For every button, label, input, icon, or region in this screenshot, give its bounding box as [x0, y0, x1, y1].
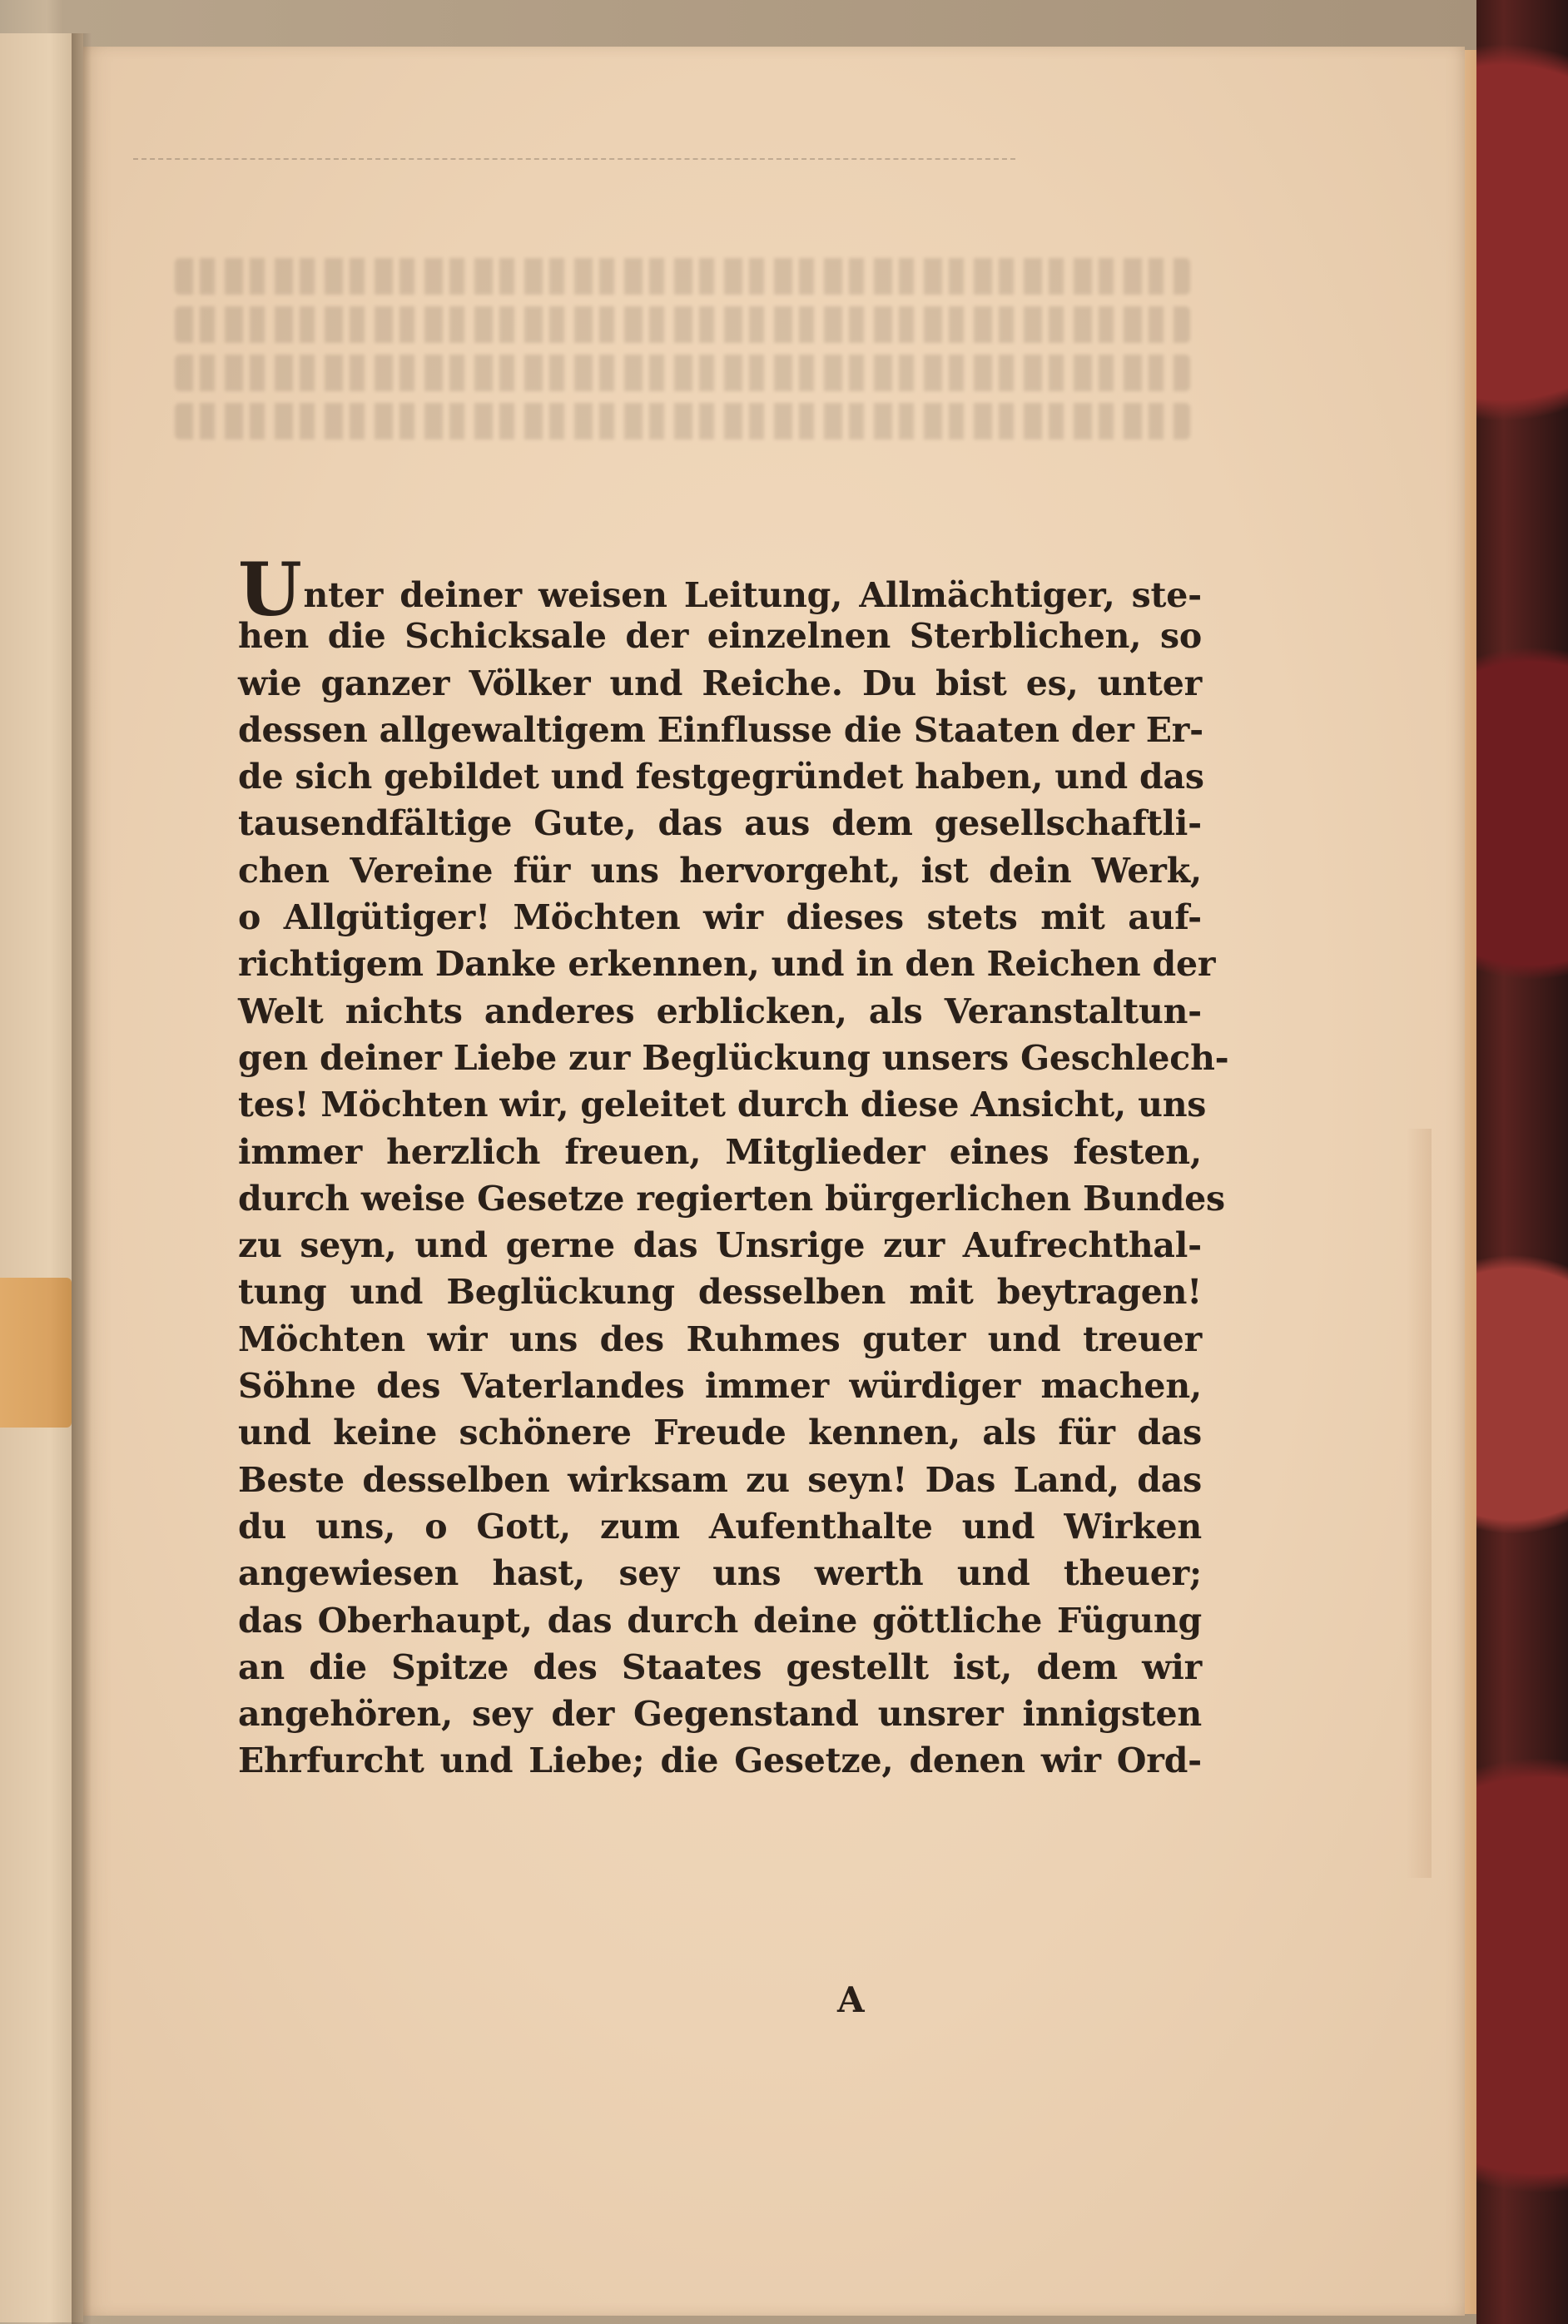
text-line-6: tausendfältige Gute, das aus dem gesellschaftli-: [238, 803, 1202, 844]
show-through-line: [175, 355, 1190, 391]
text-line-19: und keine schönere Freude kennen, als für das: [238, 1413, 1202, 1453]
show-through-text: [175, 258, 1190, 508]
text-line-8: o Allgütiger! Möchten wir dieses stets mit auf-: [238, 897, 1202, 938]
text-line-14: durch weise Gesetze regierten bürgerlichen Bundes: [238, 1178, 1225, 1219]
text-line-16: tung und Beglückung desselben mit beytragen!: [238, 1272, 1202, 1313]
paper-tab: [0, 1278, 72, 1428]
text-line-10: Welt nichts anderes erblicken, als Veranstaltun-: [238, 991, 1202, 1031]
text-line-22: angewiesen hast, sey uns werth und theuer;: [238, 1553, 1202, 1594]
body-text: [238, 546, 1229, 1785]
text-line-23: das Oberhaupt, das durch deine göttliche Fügung: [238, 1600, 1202, 1641]
page-stain: [1407, 1129, 1432, 1878]
show-through-rule: [133, 158, 1015, 160]
catchword-signature: A: [837, 1979, 865, 2020]
text-line-7: chen Vereine für uns hervorgeht, ist dein Werk,: [238, 850, 1202, 891]
text-line-18: Söhne des Vaterlandes immer würdiger machen,: [238, 1366, 1202, 1407]
text-line-25: angehören, sey der Gegenstand unsrer innigsten: [238, 1694, 1202, 1735]
text-line-9: richtigem Danke erkennen, und in den Reichen der: [238, 944, 1216, 985]
text-line-11: gen deiner Liebe zur Beglückung unsers Geschlech-: [238, 1037, 1229, 1078]
show-through-line: [175, 306, 1190, 343]
text-line-26: Ehrfurcht und Liebe; die Gesetze, denen wir Ord-: [238, 1741, 1202, 1781]
text-line-13: immer herzlich freuen, Mitglieder eines festen,: [238, 1131, 1202, 1172]
facing-page-edge: [0, 33, 83, 2322]
gutter-shadow: [72, 33, 92, 2324]
text-line-17: Möchten wir uns des Ruhmes guter und treuer: [238, 1318, 1202, 1359]
text-line-20: Beste desselben wirksam zu seyn! Das Land, das: [238, 1459, 1202, 1500]
text-line-2: hen die Schicksale der einzelnen Sterblichen, so: [238, 616, 1202, 657]
drop-initial: U: [238, 546, 302, 633]
text-line-15: zu seyn, und gerne das Unsrige zur Aufrechthal-: [238, 1225, 1202, 1266]
show-through-line: [175, 403, 1190, 439]
text-line-12: tes! Möchten wir, geleitet durch diese Ansicht, uns: [238, 1085, 1207, 1125]
text-line-1: [238, 546, 1202, 633]
text-line-4: dessen allgewaltigem Einflusse die Staaten der Er-: [238, 709, 1203, 750]
text-line-5: de sich gebildet und festgegründet haben, und das: [238, 757, 1204, 797]
show-through-line: [175, 258, 1190, 295]
text-line-21: du uns, o Gott, zum Aufenthalte und Wirken: [238, 1506, 1202, 1547]
marbled-cover: [1476, 0, 1568, 2324]
text-line-1-rest: nter deiner weisen Leitung, Allmächtiger, ste-: [303, 575, 1202, 615]
text-line-24: an die Spitze des Staates gestellt ist, dem wir: [238, 1646, 1202, 1687]
text-line-3: wie ganzer Völker und Reiche. Du bist es, unter: [238, 663, 1202, 703]
